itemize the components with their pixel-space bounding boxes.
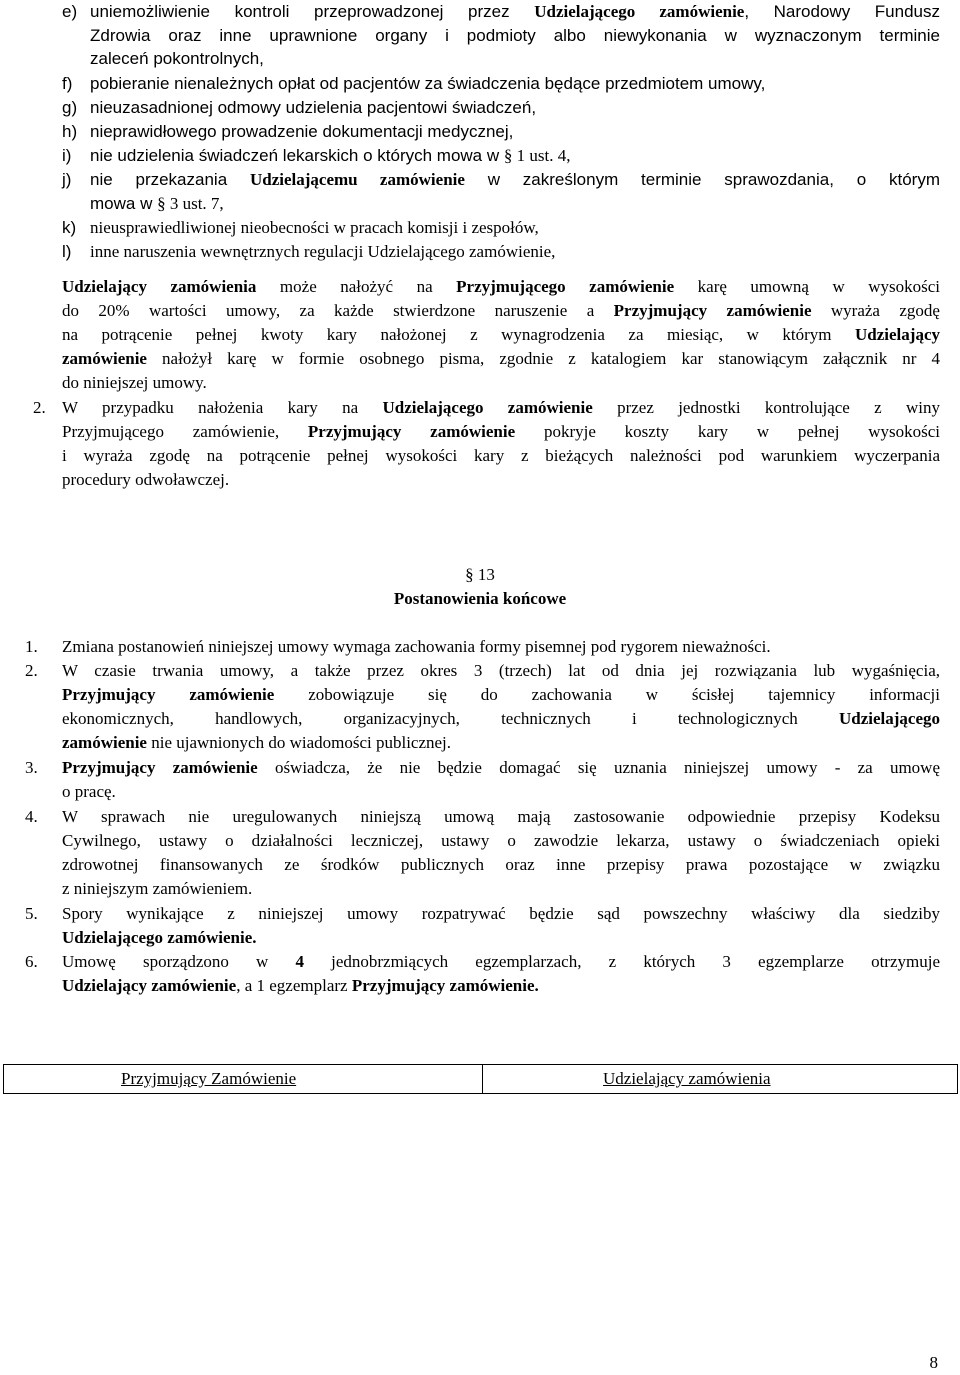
final-point-2-number: 2. bbox=[25, 661, 38, 680]
final-point-1-number: 1. bbox=[25, 637, 38, 656]
list-item-l: inne naruszenia wewnętrznych regulacji Udzielającego zamówienie, bbox=[90, 242, 556, 261]
final-point-5-line-1: Spory wynikające z niniejszej umowy rozpatrywać będzie sąd powszechny właściwy dla siedziby bbox=[62, 904, 940, 923]
final-point-2-line-1: W czasie trwania umowy, a także przez okres 3 (trzech) lat od dnia jej rozwiązania lub wygaśnięcia, bbox=[62, 661, 940, 680]
list-item-j-line-1: nie przekazania Udzielającemu zamówienie w zakreślonym terminie sprawozdania, o którym bbox=[90, 170, 940, 189]
list-item-h: nieprawidłowego prowadzenie dokumentacji medycznej, bbox=[90, 122, 514, 141]
final-point-4-line-4: z niniejszym zamówieniem. bbox=[62, 879, 253, 898]
list-label-g: g) bbox=[62, 98, 78, 117]
final-point-5-number: 5. bbox=[25, 904, 38, 923]
list-label-j: j) bbox=[62, 170, 72, 189]
penalty-line-1: Udzielający zamówienia może nałożyć na Przyjmującego zamówienie karę umowną w wysokości bbox=[62, 277, 941, 296]
final-point-6-line-1: Umowę sporządzono w 4 jednobrzmiących egzemplarzach, z których 3 egzemplarze otrzymuje bbox=[62, 952, 940, 971]
final-point-3-line-2: o pracę. bbox=[62, 782, 116, 801]
signature-right: Udzielający zamówienia bbox=[603, 1069, 771, 1088]
list-label-k: k) bbox=[62, 218, 77, 237]
point-2-line-2: Przyjmującego zamówienie, Przyjmujący zamówienie pokryje koszty kary w pełnej wysokości bbox=[62, 422, 940, 441]
final-point-2-line-3: ekonomicznych, handlowych, organizacyjnych, technicznych i technologicznych Udzielającego bbox=[62, 709, 940, 728]
list-item-e-line-1: uniemożliwienie kontroli przeprowadzonej przez Udzielającego zamówienie, Narodowy Fundusz bbox=[90, 2, 940, 21]
list-label-e: e) bbox=[62, 2, 78, 21]
section-symbol: § bbox=[503, 146, 513, 165]
signature-left: Przyjmujący Zamówienie bbox=[121, 1069, 297, 1088]
final-point-6-line-2: Udzielający zamówienie, a 1 egzemplarz Przyjmujący zamówienie. bbox=[62, 976, 539, 995]
point-2-line-4: procedury odwoławczej. bbox=[62, 470, 230, 489]
list-label-l: l) bbox=[62, 242, 72, 261]
signature-divider bbox=[482, 1065, 483, 1093]
list-label-h: h) bbox=[62, 122, 78, 141]
list-item-j-line-2: mowa w § 3 ust. 7, bbox=[90, 194, 224, 213]
penalty-line-5: do niniejszej umowy. bbox=[62, 373, 207, 392]
section-title: Postanowienia końcowe bbox=[393, 589, 567, 608]
final-point-3-line-1: Przyjmujący zamówienie oświadcza, że nie będzie domagać się uznania niniejszej umowy - za umowę bbox=[62, 758, 940, 777]
point-2-line-1: W przypadku nałożenia kary na Udzielającego zamówienie przez jednostki kontrolujące z winy bbox=[62, 398, 941, 417]
final-point-4-line-3: zdrowotnej finansowanych ze środków publicznych oraz inne przepisy prawa pozostające w związku bbox=[62, 855, 940, 874]
point-2-line-3: i wyraża zgodę na potrącenie pełnej wysokości kary z bieżących należności pod warunkiem wyczerpania bbox=[62, 446, 940, 465]
final-point-2-line-4: zamówienie nie ujawnionych do wiadomości publicznej. bbox=[62, 733, 452, 752]
point-2-number: 2. bbox=[33, 398, 46, 417]
list-label-f: f) bbox=[62, 74, 73, 93]
list-item-g: nieuzasadnionej odmowy udzielenia pacjentowi świadczeń, bbox=[90, 98, 537, 117]
list-item-e-line-3: zaleceń pokontrolnych, bbox=[90, 49, 264, 68]
final-point-4-number: 4. bbox=[25, 807, 38, 826]
list-item-e-line-2: Zdrowia oraz inne uprawnione organy i podmioty albo niewykonania w wyznaczonym terminie bbox=[90, 26, 940, 45]
list-item-k: nieusprawiedliwionej nieobecności w pracach komisji i zespołów, bbox=[90, 218, 539, 237]
list-item-f: pobieranie nienależnych opłat od pacjentów za świadczenia będące przedmiotem umowy, bbox=[90, 74, 766, 93]
page-number: 8 bbox=[929, 1353, 938, 1372]
final-point-3-number: 3. bbox=[25, 758, 38, 777]
penalty-line-2: do 20% wartości umowy, za każde stwierdzone naruszenie a Przyjmujący zamówienie wyraża zgodę bbox=[62, 301, 940, 320]
section-number: § 13 bbox=[465, 565, 495, 584]
section-symbol: § bbox=[465, 565, 474, 584]
final-point-2-line-2: Przyjmujący zamówienie zobowiązuje się do zachowania w ścisłej tajemnicy informacji bbox=[62, 685, 941, 704]
final-point-1-line-1: Zmiana postanowień niniejszej umowy wymaga zachowania formy pisemnej pod rygorem nieważności. bbox=[62, 637, 771, 656]
penalty-line-3: na potrącenie pełnej kwoty kary nałożonej z wynagrodzenia za miesiąc, w którym Udzielający bbox=[62, 325, 940, 344]
list-label-i: i) bbox=[62, 146, 72, 165]
final-point-6-number: 6. bbox=[25, 952, 38, 971]
penalty-line-4: zamówienie nałożył karę w formie osobnego pisma, zgodnie z katalogiem kar stanowiącym załącznik nr 4 bbox=[62, 349, 940, 368]
section-symbol: § bbox=[157, 194, 166, 213]
signature-table bbox=[3, 1064, 958, 1094]
final-point-4-line-2: Cywilnego, ustawy o działalności leczniczej, ustawy o zawodzie lekarza, ustawy o świadczeniach opieki bbox=[62, 831, 940, 850]
final-point-5-line-2: Udzielającego zamówienie. bbox=[62, 928, 257, 947]
list-item-i: nie udzielenia świadczeń lekarskich o których mowa w § 1 ust. 4, bbox=[90, 146, 571, 165]
final-point-4-line-1: W sprawach nie uregulowanych niniejszą umową mają zastosowanie odpowiednie przepisy Kodeksu bbox=[62, 807, 940, 826]
